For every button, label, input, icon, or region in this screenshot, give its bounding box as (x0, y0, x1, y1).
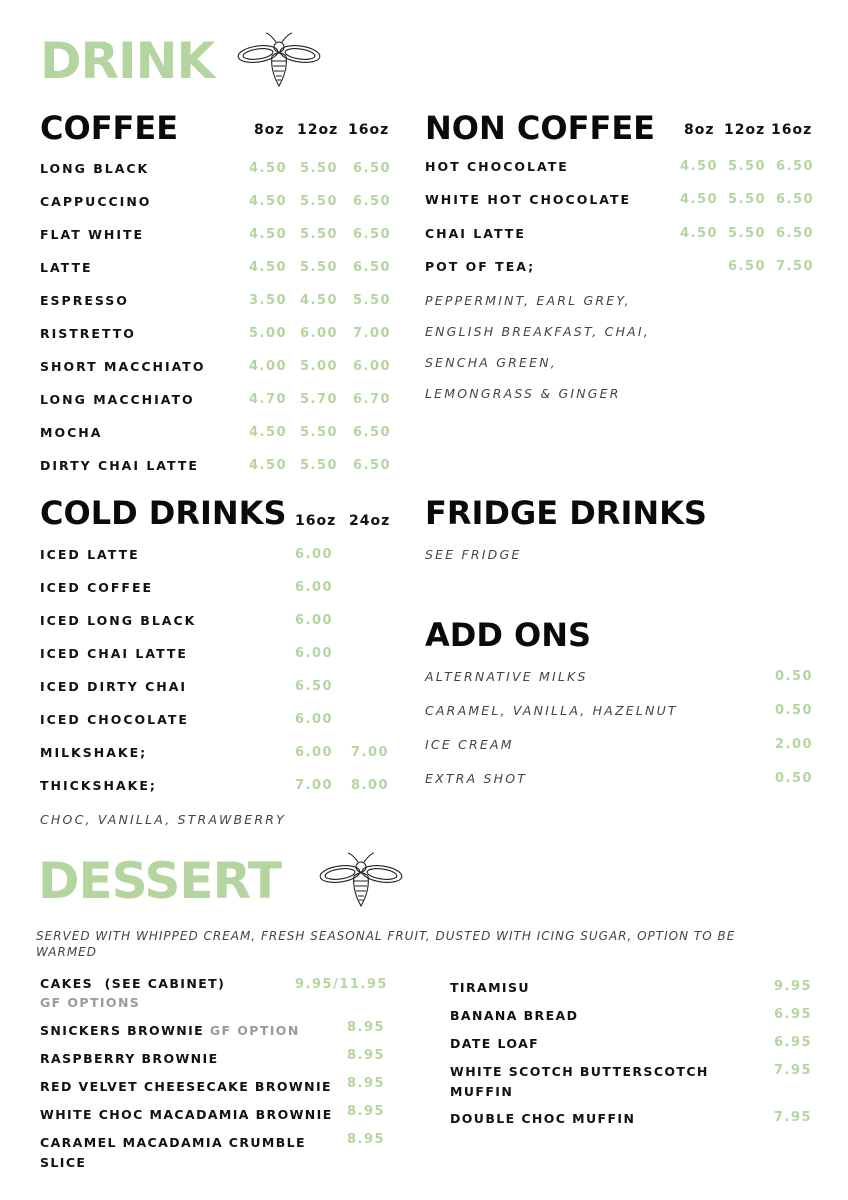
dessert-item-name: WHITE CHOC MACADAMIA BROWNIE (40, 1107, 333, 1122)
dessert-price: 9.95 (774, 979, 813, 994)
price-16oz: 6.50 (776, 192, 815, 207)
cold-item-name: ICED COFFEE (40, 580, 154, 595)
dessert-item-name: RASPBERRY BROWNIE (40, 1051, 219, 1066)
dessert-price: 8.95 (347, 1132, 386, 1147)
dessert-item-name: WHITE SCOTCH BUTTERSCOTCH MUFFIN (450, 1064, 709, 1099)
dessert-price: 8.95 (347, 1048, 386, 1063)
tea-option-line: PEPPERMINT, EARL GREY, (425, 293, 631, 308)
price-12oz: 5.50 (728, 192, 767, 207)
price-8oz: 3.50 (249, 293, 288, 308)
price-16oz: 6.50 (295, 679, 334, 694)
price-16oz: 6.00 (353, 359, 392, 374)
dessert-item-name: SNICKERS BROWNIE (40, 1023, 205, 1038)
non-coffee-item-name: WHITE HOT CHOCOLATE (425, 192, 632, 207)
coffee-item-name: LONG BLACK (40, 161, 150, 176)
price-16oz: 6.00 (295, 712, 334, 727)
add-on-price: 0.50 (775, 771, 814, 786)
price-16oz: 5.50 (353, 293, 392, 308)
price-12oz: 5.50 (728, 226, 767, 241)
add-on-name: CARAMEL, VANILLA, HAZELNUT (425, 703, 678, 718)
bee-icon (318, 850, 404, 910)
price-16oz: 6.00 (295, 547, 334, 562)
non-coffee-size-12oz: 12oz (724, 122, 766, 138)
price-16oz: 6.70 (353, 392, 392, 407)
price-16oz: 6.50 (353, 260, 392, 275)
cold-drinks-title: COLD DRINKS (40, 494, 287, 532)
coffee-item-name: MOCHA (40, 425, 103, 440)
price-16oz: 6.00 (295, 745, 334, 760)
price-16oz: 7.50 (776, 259, 815, 274)
price-16oz: 6.50 (353, 194, 392, 209)
coffee-item-name: RISTRETTO (40, 326, 136, 341)
price-8oz: 4.70 (249, 392, 288, 407)
add-on-price: 0.50 (775, 669, 814, 684)
price-12oz: 5.50 (300, 227, 339, 242)
price-8oz: 4.50 (249, 260, 288, 275)
price-12oz: 6.00 (300, 326, 339, 341)
price-12oz: 5.50 (300, 161, 339, 176)
coffee-item-name: SHORT MACCHIATO (40, 359, 206, 374)
price-16oz: 6.00 (295, 646, 334, 661)
price-8oz: 4.50 (680, 159, 719, 174)
coffee-size-12oz: 12oz (297, 122, 339, 138)
price-8oz: 4.50 (249, 227, 288, 242)
tea-option-line: LEMONGRASS & GINGER (425, 386, 621, 401)
dessert-price: 7.95 (774, 1110, 813, 1125)
price-12oz: 5.50 (300, 425, 339, 440)
cold-item-name: ICED CHAI LATTE (40, 646, 188, 661)
price-16oz: 6.50 (353, 161, 392, 176)
price-16oz: 6.50 (776, 159, 815, 174)
coffee-size-8oz: 8oz (254, 122, 285, 138)
add-on-name: ALTERNATIVE MILKS (425, 669, 588, 684)
price-16oz: 6.50 (353, 458, 392, 473)
add-ons-title: ADD ONS (425, 616, 592, 654)
price-12oz: 5.50 (300, 194, 339, 209)
coffee-item-name: DIRTY CHAI LATTE (40, 458, 199, 473)
price-12oz: 5.50 (728, 159, 767, 174)
price-8oz: 4.50 (680, 192, 719, 207)
cold-size-16oz: 16oz (295, 513, 337, 529)
dessert-cakes-gf: GF OPTIONS (40, 995, 141, 1010)
dessert-cakes-name: CAKES (SEE CABINET) (40, 976, 226, 991)
coffee-item-name: LATTE (40, 260, 93, 275)
price-24oz: 7.00 (351, 745, 390, 760)
price-16oz: 6.50 (776, 226, 815, 241)
price-8oz: 4.50 (249, 458, 288, 473)
non-coffee-item-name: POT OF TEA; (425, 259, 536, 274)
dessert-price: 6.95 (774, 1035, 813, 1050)
dessert-item-name: RED VELVET CHEESECAKE BROWNIE (40, 1079, 332, 1094)
dessert-price: 8.95 (347, 1104, 386, 1119)
non-coffee-size-16oz: 16oz (771, 122, 813, 138)
gf-tag: GF OPTION (204, 1023, 300, 1038)
dessert-item-name: TIRAMISU (450, 980, 530, 995)
non-coffee-item-name: HOT CHOCOLATE (425, 159, 569, 174)
price-8oz: 5.00 (249, 326, 288, 341)
bee-icon (236, 30, 322, 90)
add-on-name: ICE CREAM (425, 737, 514, 752)
dessert-item-name: CARAMEL MACADAMIA CRUMBLE SLICE (40, 1135, 306, 1170)
dessert-price: 6.95 (774, 1007, 813, 1022)
dessert-price: 8.95 (347, 1020, 386, 1035)
dessert-item-name: BANANA BREAD (450, 1008, 579, 1023)
coffee-size-16oz: 16oz (348, 122, 390, 138)
tea-option-line: SENCHA GREEN, (425, 355, 557, 370)
add-on-price: 2.00 (775, 737, 814, 752)
price-12oz: 5.50 (300, 458, 339, 473)
add-on-price: 0.50 (775, 703, 814, 718)
add-on-name: EXTRA SHOT (425, 771, 528, 786)
dessert-note: SERVED WITH WHIPPED CREAM, FRESH SEASONAL FRUIT, DUSTED WITH ICING SUGAR, OPTION TO BE WARMED (36, 929, 736, 959)
dessert-price: 7.95 (774, 1063, 813, 1078)
price-16oz: 6.00 (295, 613, 334, 628)
price-16oz: 6.00 (295, 580, 334, 595)
price-12oz: 5.00 (300, 359, 339, 374)
dessert-item-name: DATE LOAF (450, 1036, 540, 1051)
coffee-item-name: FLAT WHITE (40, 227, 145, 242)
price-8oz: 4.50 (249, 425, 288, 440)
price-12oz: 5.50 (300, 260, 339, 275)
dessert-cakes-price: 9.95/11.95 (295, 977, 388, 992)
price-12oz: 5.70 (300, 392, 339, 407)
price-8oz: 4.00 (249, 359, 288, 374)
cold-size-24oz: 24oz (349, 513, 391, 529)
drink-heading: DRINK (40, 32, 215, 90)
cold-item-name: ICED LATTE (40, 547, 140, 562)
price-16oz: 6.50 (353, 425, 392, 440)
dessert-item-name: DOUBLE CHOC MUFFIN (450, 1111, 636, 1126)
price-12oz: 4.50 (300, 293, 339, 308)
fridge-drinks-title: FRIDGE DRINKS (425, 494, 707, 532)
cold-item-name: MILKSHAKE; (40, 745, 148, 760)
dessert-item (40, 1021, 300, 1041)
price-8oz: 4.50 (680, 226, 719, 241)
shake-flavours: CHOC, VANILLA, STRAWBERRY (40, 812, 287, 827)
coffee-title: COFFEE (40, 109, 179, 147)
coffee-item-name: LONG MACCHIATO (40, 392, 195, 407)
price-16oz: 6.50 (353, 227, 392, 242)
price-16oz: 7.00 (353, 326, 392, 341)
coffee-item-name: ESPRESSO (40, 293, 129, 308)
dessert-heading: DESSERT (38, 852, 281, 910)
fridge-note: SEE FRIDGE (425, 547, 522, 562)
non-coffee-title: NON COFFEE (425, 109, 656, 147)
price-8oz: 4.50 (249, 194, 288, 209)
cold-item-name: ICED LONG BLACK (40, 613, 197, 628)
dessert-price: 8.95 (347, 1076, 386, 1091)
non-coffee-item-name: CHAI LATTE (425, 226, 526, 241)
price-24oz: 8.00 (351, 778, 390, 793)
price-16oz: 7.00 (295, 778, 334, 793)
non-coffee-size-8oz: 8oz (684, 122, 715, 138)
cold-item-name: THICKSHAKE; (40, 778, 157, 793)
cold-item-name: ICED DIRTY CHAI (40, 679, 188, 694)
coffee-item-name: CAPPUCCINO (40, 194, 152, 209)
price-8oz: 4.50 (249, 161, 288, 176)
price-12oz: 6.50 (728, 259, 767, 274)
tea-option-line: ENGLISH BREAKFAST, CHAI, (425, 324, 650, 339)
cold-item-name: ICED CHOCOLATE (40, 712, 189, 727)
